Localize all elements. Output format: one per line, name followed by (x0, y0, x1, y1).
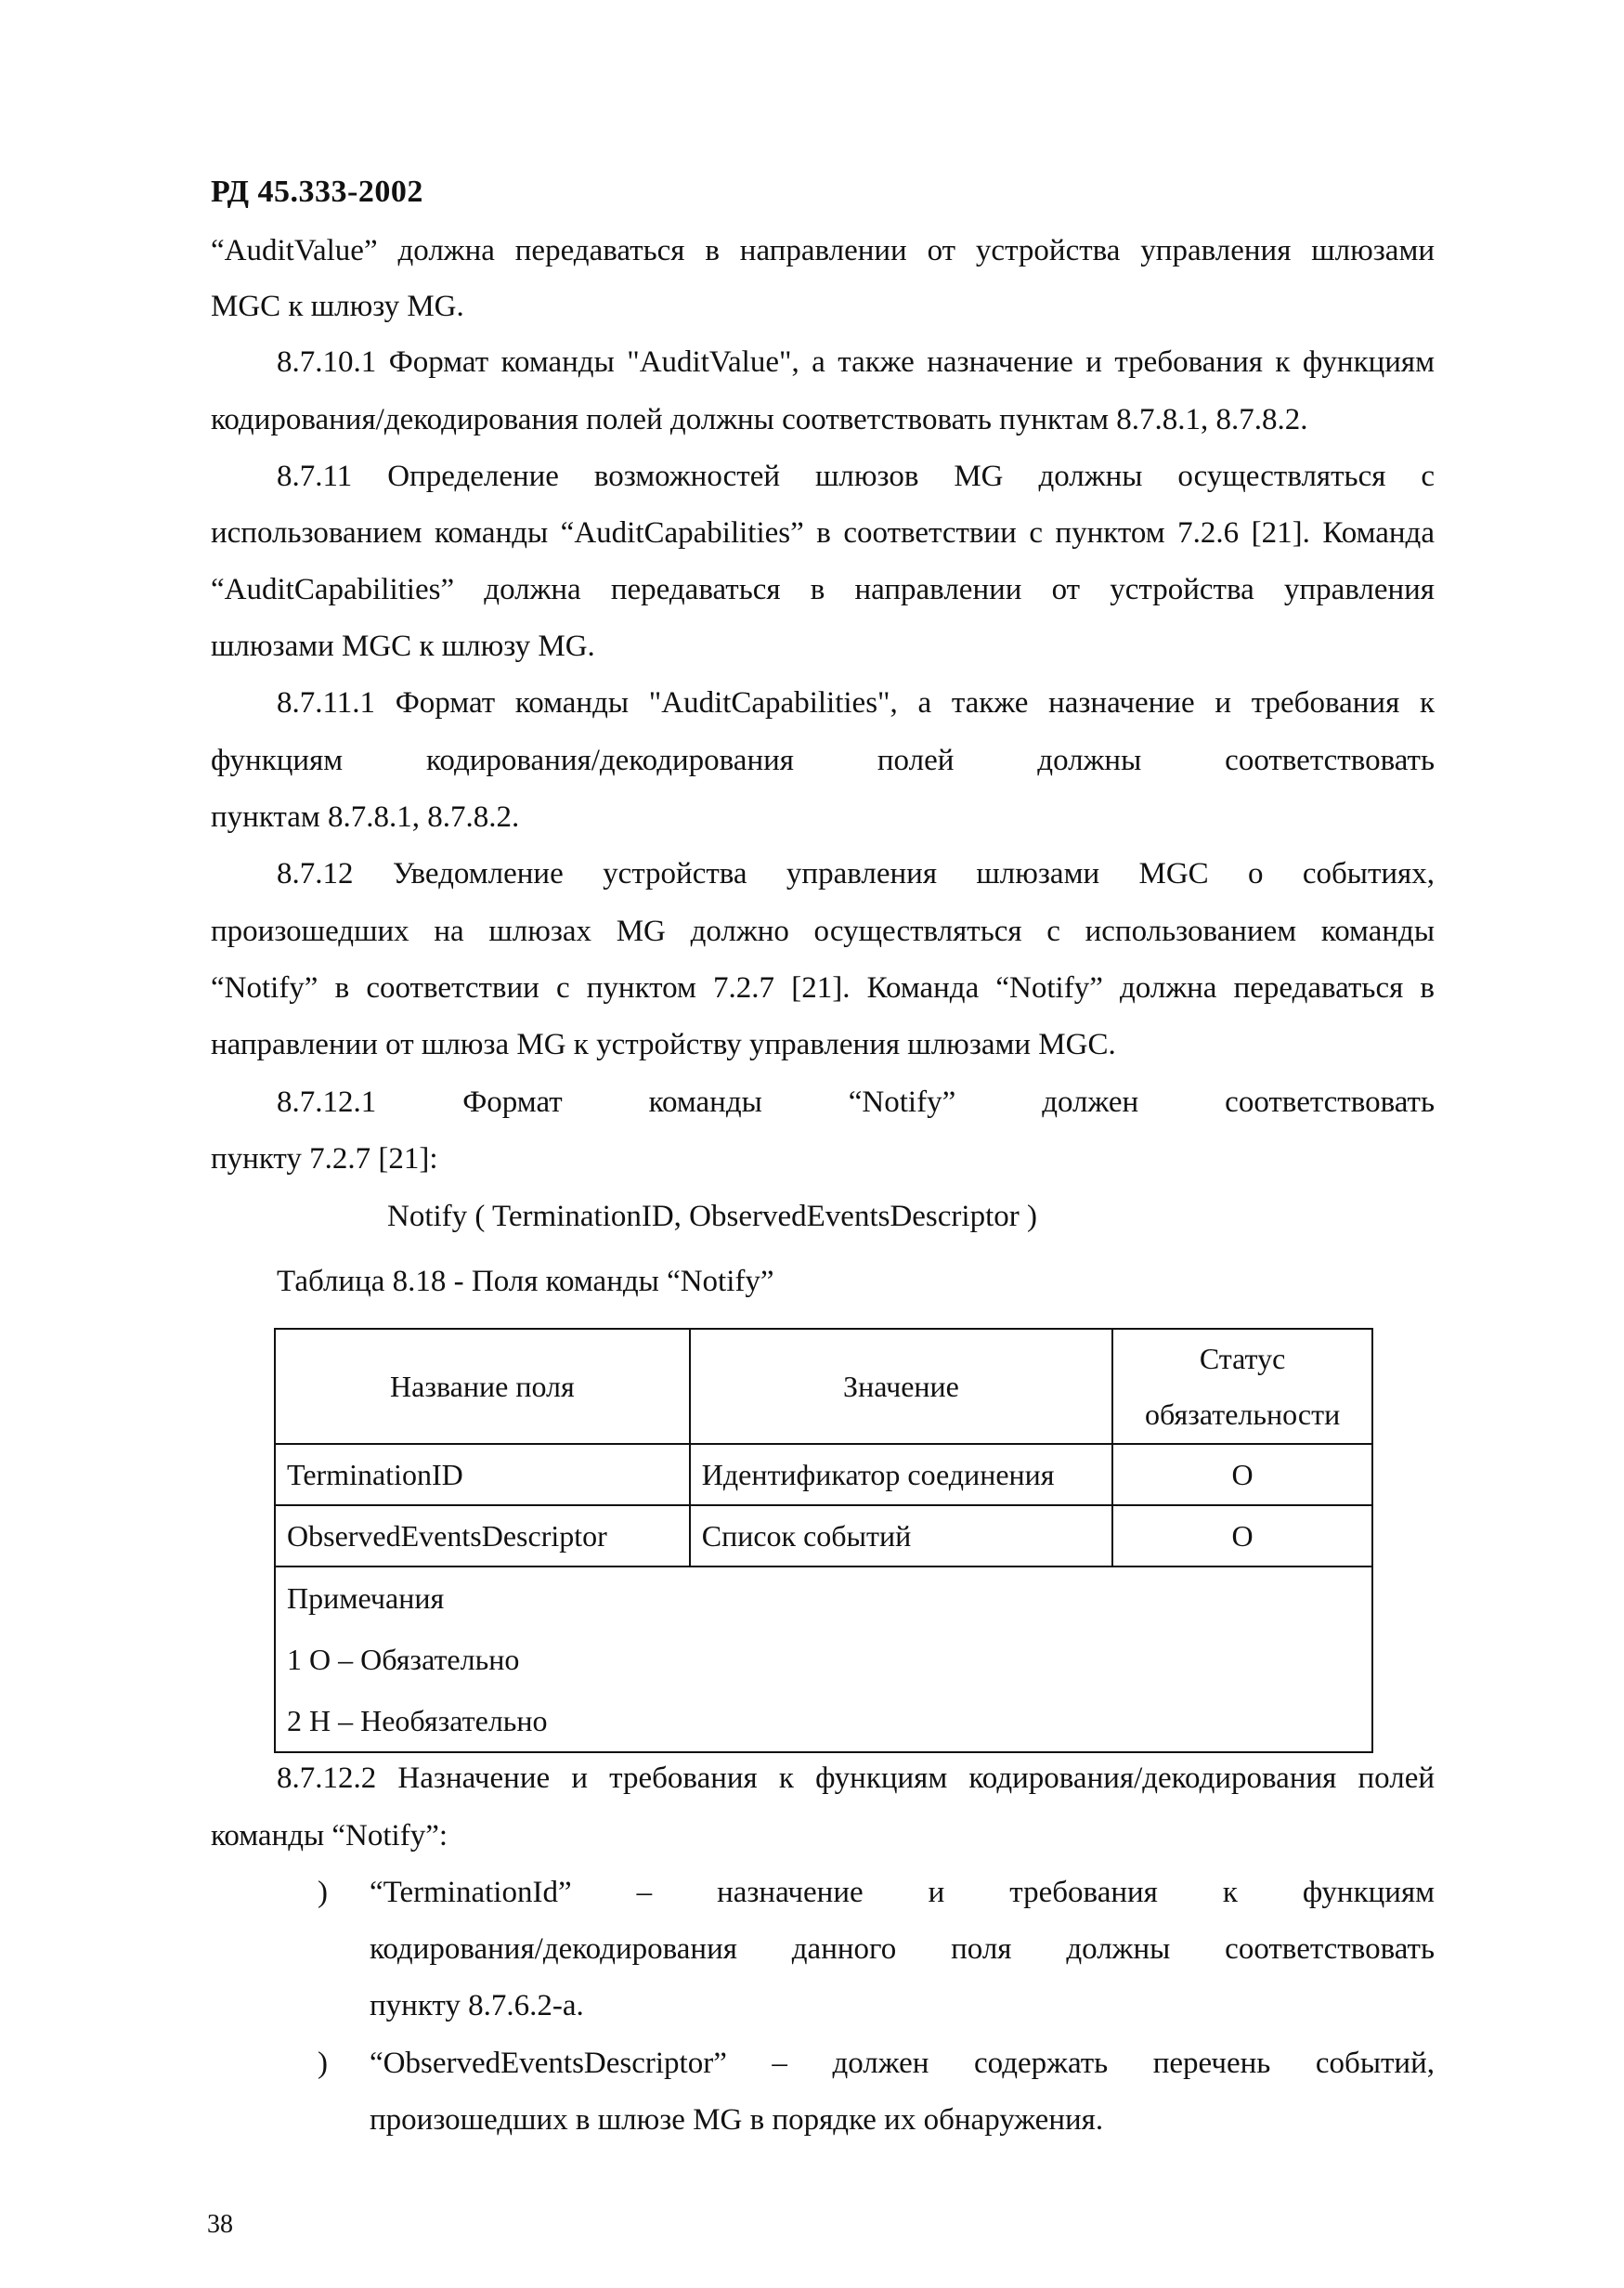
note-item: 2 Н – Необязательно (287, 1704, 548, 1737)
header-field-name: Название поля (275, 1329, 690, 1444)
header-status (1112, 1329, 1372, 1444)
paragraph-line: функциям кодирования/декодирования полей должны соответствовать (211, 744, 1435, 777)
paragraph-line: 8.7.12 Уведомление устройства управления шлюзами MGC о событиях, (277, 857, 1435, 890)
table-caption: Таблица 8.18 - Поля команды “Notify” (277, 1265, 774, 1298)
paragraph-line: команды “Notify”: (211, 1819, 448, 1852)
cell-value: Список событий (690, 1505, 1112, 1566)
list-item-line: “TerminationId” – назначение и требования к функциям (370, 1876, 1435, 1909)
header-value: Значение (690, 1329, 1112, 1444)
paragraph-line: 8.7.11 Определение возможностей шлюзов MG должны осуществляться с (277, 460, 1435, 493)
notes-cell (275, 1566, 1372, 1752)
table-header-row (275, 1329, 1372, 1444)
notify-fields-table (274, 1328, 1373, 1753)
page-number: 38 (207, 2210, 233, 2239)
paragraph-line: 8.7.10.1 Формат команды "AuditValue", а также назначение и требования к функциям (277, 345, 1435, 379)
list-item-line: произошедших в шлюзе MG в порядке их обнаружения. (370, 2103, 1104, 2137)
paragraph-line: использованием команды “AuditCapabilities” в соответствии с пунктом 7.2.6 [21]. Команда (211, 516, 1435, 550)
cell-field-name: ObservedEventsDescriptor (275, 1505, 690, 1566)
header-status-line1: Статус (1199, 1342, 1286, 1375)
cell-status: O (1112, 1444, 1372, 1505)
paragraph-line: пункту 7.2.7 [21]: (211, 1142, 438, 1176)
paragraph-line: 8.7.11.1 Формат команды "AuditCapabilities", а также назначение и требования к (277, 686, 1435, 720)
cell-value: Идентификатор соединения (690, 1444, 1112, 1505)
table-row (275, 1444, 1372, 1505)
cell-field-name: TerminationID (275, 1444, 690, 1505)
paragraph-line: пунктам 8.7.8.1, 8.7.8.2. (211, 800, 520, 834)
paragraph-line: направлении от шлюза MG к устройству управления шлюзами MGC. (211, 1028, 1116, 1061)
paragraph-line: кодирования/декодирования полей должны соответствовать пунктам 8.7.8.1, 8.7.8.2. (211, 403, 1308, 436)
list-marker: ) (318, 2047, 328, 2080)
command-formula: Notify ( TerminationID, ObservedEventsDescriptor ) (387, 1200, 1037, 1233)
list-item-line: кодирования/декодирования данного поля должны соответствовать (370, 1932, 1435, 1966)
paragraph-line: произошедших на шлюзах MG должно осуществляться с использованием команды (211, 915, 1435, 948)
list-item-line: “ObservedEventsDescriptor” – должен содержать перечень событий, (370, 2047, 1435, 2080)
notes-title: Примечания (287, 1581, 445, 1615)
list-item-line: пункту 8.7.6.2-а. (370, 1989, 584, 2022)
list-marker: ) (318, 1876, 328, 1909)
paragraph-line: 8.7.12.1 Формат команды “Notify” должен соответствовать (277, 1086, 1435, 1119)
paragraph-line: MGC к шлюзу MG. (211, 290, 464, 323)
table-notes-row (275, 1566, 1372, 1752)
paragraph-line: “Notify” в соответствии с пунктом 7.2.7 [21]. Команда “Notify” должна передаваться в (211, 971, 1435, 1005)
paragraph-line: шлюзами MGC к шлюзу MG. (211, 630, 595, 663)
cell-status: O (1112, 1505, 1372, 1566)
document-code: РД 45.333-2002 (211, 175, 423, 209)
paragraph-line: “AuditCapabilities” должна передаваться в направлении от устройства управления (211, 573, 1435, 606)
paragraph-line: 8.7.12.2 Назначение и требования к функциям кодирования/декодирования полей (277, 1762, 1435, 1795)
table-row (275, 1505, 1372, 1566)
note-item: 1 О – Обязательно (287, 1643, 520, 1676)
paragraph-line: “AuditValue” должна передаваться в направлении от устройства управления шлюзами (211, 234, 1435, 267)
header-status-line2: обязательности (1144, 1398, 1341, 1431)
